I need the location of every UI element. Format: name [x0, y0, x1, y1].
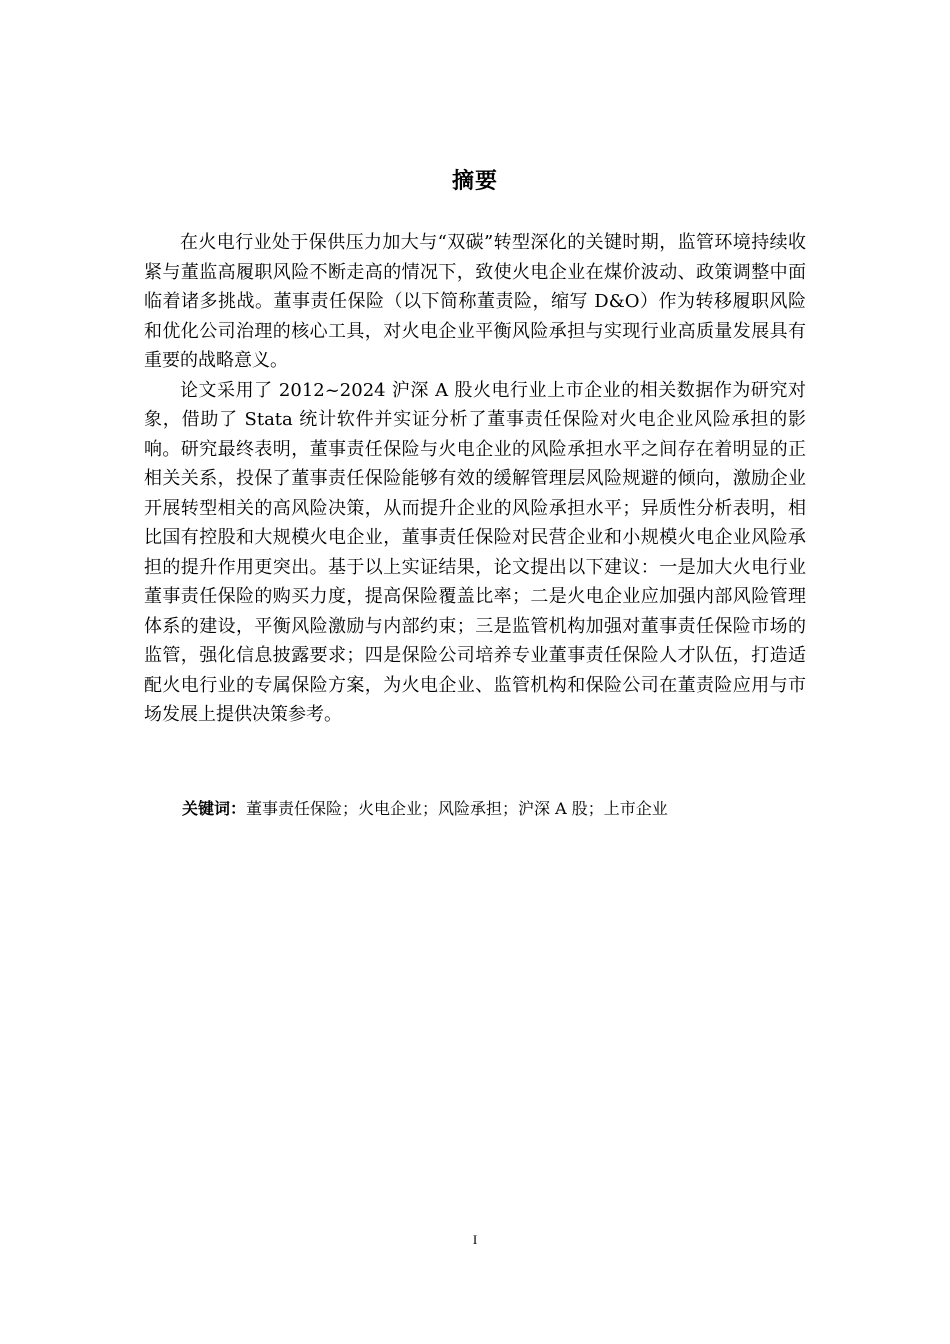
keywords-label: 关键词：	[182, 799, 247, 818]
abstract-paragraph-2: 论文采用了 2012~2024 沪深 A 股火电行业上市企业的相关数据作为研究对象，借助了 Stata 统计软件并实证分析了董事责任保险对火电企业风险承担的影响。研究最终表明，董事责任保险与火电企业的风险承担水平之间存在着明显的正相关关系，投保了董事责任保险能够有效的缓解管理层风险规避的倾向，激励企业开展转型相关的高风险决策，从而提升企业的风险承担水平；异质性分析表明，相比国有控股和大规模火电企业，董事责任保险对民营企业和小规模火电企业风险承担的提升作用更突出。基于以上实证结果，论文提出以下建议：一是加大火电行业董事责任保险的购买力度，提高保险覆盖比率；二是火电企业应加强内部风险管理体系的建设，平衡风险激励与内部约束；三是监管机构加强对董事责任保险市场的监管，强化信息披露要求；四是保险公司培养专业董事责任保险人才队伍，打造适配火电行业的专属保险方案，为火电企业、监管机构和保险公司在董责险应用与市场发展上提供决策参考。	[144, 379, 806, 725]
keywords-line	[182, 796, 822, 822]
abstract-body	[144, 228, 806, 730]
abstract-title: 摘要	[451, 169, 498, 194]
page-number: I	[472, 1232, 478, 1247]
keywords-text: 董事责任保险；火电企业；风险承担；沪深 A 股；上市企业	[246, 799, 668, 818]
abstract-paragraph-1: 在火电行业处于保供压力加大与“双碳”转型深化的关键时期，监管环境持续收紧与董监高履职风险不断走高的情况下，致使火电企业在煤价波动、政策调整中面临着诸多挑战。董事责任保险（以下简称董责险，缩写 D&O）作为转移履职风险和优化公司治理的核心工具，对火电企业平衡风险承担与实现行业高质量发展具有重要的战略意义。	[144, 232, 806, 371]
